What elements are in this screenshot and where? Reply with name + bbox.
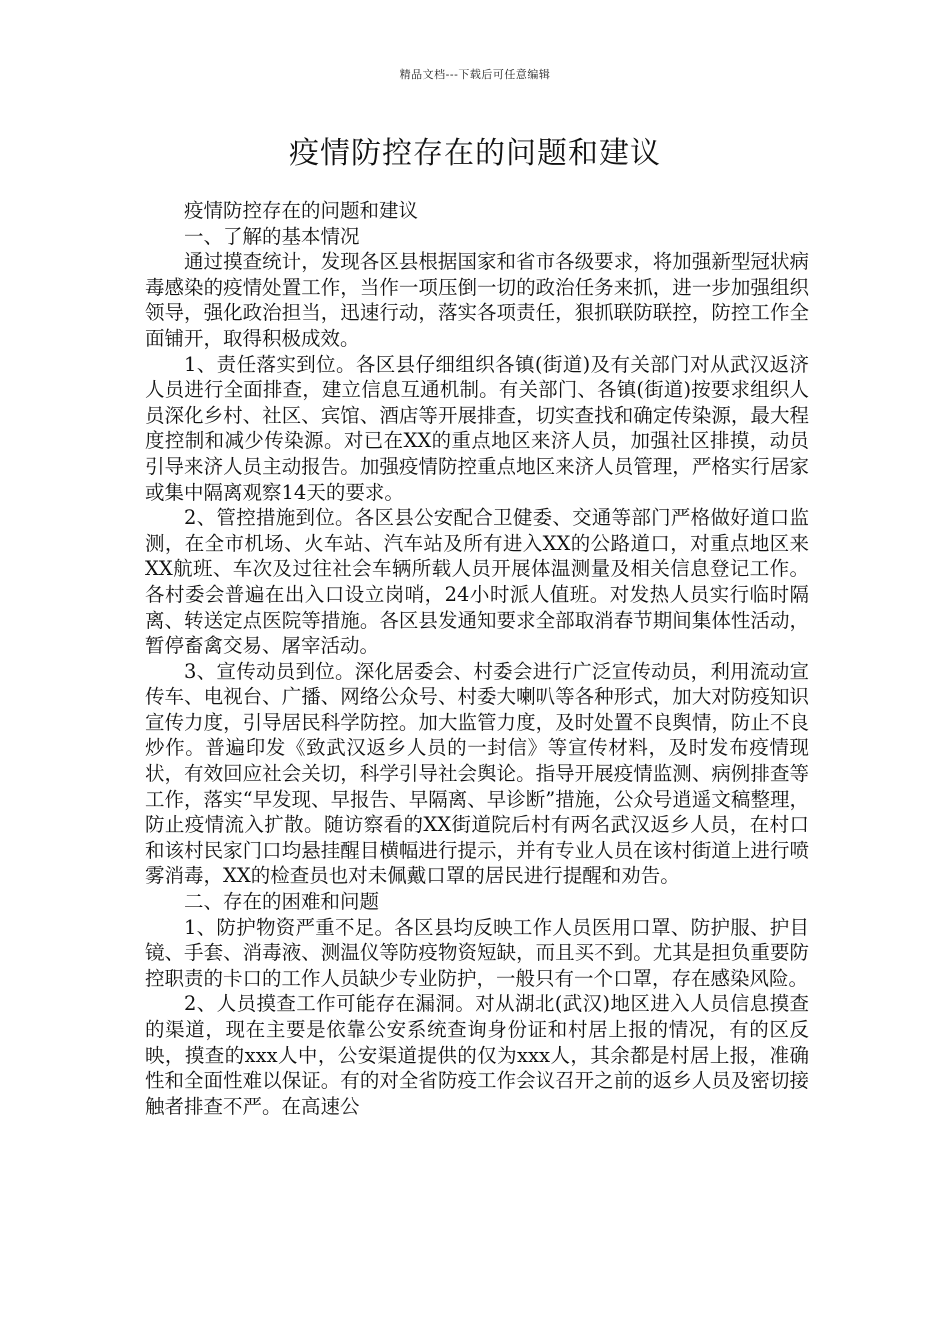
paragraph-item-1: 1、责任落实到位。各区县仔细组织各镇(街道)及有关部门对从武汉返济人员进行全面排查，建立信息互通机制。有关部门、各镇(街道)按要求组织人员深化乡村、社区、宾馆、酒店等开展排查，切实查找和确定传染源，最大程度控制和减少传染源。对已在XX的重点地区来济人员，加强社区排摸，动员引导来济人员主动报告。加强疫情防控重点地区来济人员管理，严格实行居家或集中隔离观察14天的要求。 (145, 352, 809, 504)
section-heading-2: 二、存在的困难和问题 (184, 890, 380, 914)
paragraph-item-2: 2、管控措施到位。各区县公安配合卫健委、交通等部门严格做好道口监测，在全市机场、火车站、汽车站及所有进入XX的公路道口，对重点地区来XX航班、车次及过往社会车辆所载人员开展体温测量及相关信息登记工作。各村委会普遍在出入口设立岗哨，24小时派人值班。对发热人员实行临时隔离、转送定点医院等措施。各区县发通知要求全部取消春节期间集体性活动，暂停畜禽交易、屠宰活动。 (145, 506, 809, 658)
document-body (145, 198, 809, 1119)
paragraph-item-3: 3、宣传动员到位。深化居委会、村委会进行广泛宣传动员，利用流动宣传车、电视台、广播、网络公众号、村委大喇叭等各种形式，加大对防疫知识宣传力度，引导居民科学防控。加大监管力度，及时处置不良舆情，防止不良炒作。普遍印发《致武汉返乡人员的一封信》等宣传材料，及时发布疫情现状，有效回应社会关切，科学引导社会舆论。指导开展疫情监测、病例排查等工作，落实“早发现、早报告、早隔离、早诊断”措施，公众号逍遥文稿整理，防止疫情流入扩散。随访察看的XX街道院后村有两名武汉返乡人员，在村口和该村民家门口均悬挂醒目横幅进行提示，并有专业人员在该村街道上进行喷雾消毒，XX的检查员也对未佩戴口罩的居民进行提醒和劝告。 (145, 659, 809, 888)
section-heading-1: 一、了解的基本情况 (184, 224, 360, 248)
page-header: 精品文档---下载后可任意编辑 (399, 68, 551, 81)
body-heading: 疫情防控存在的问题和建议 (184, 199, 419, 222)
document-title: 疫情防控存在的问题和建议 (289, 136, 661, 171)
paragraph-problem-2: 2、人员摸查工作可能存在漏洞。对从湖北(武汉)地区进入人员信息摸查的渠道，现在主要是依靠公安系统查询身份证和村居上报的情况，有的区反映，摸查的xxx人中，公安渠道提供的仅为xxx人，其余都是村居上报，准确性和全面性难以保证。有的对全省防疫工作会议召开之前的返乡人员及密切接触者排查不严。在高速公 (145, 992, 809, 1118)
paragraph-problem-1: 1、防护物资严重不足。各区县均反映工作人员医用口罩、防护服、护目镜、手套、消毒液、测温仪等防疫物资短缺，而且买不到。尤其是担负重要防控职责的卡口的工作人员缺少专业防护，一般只有一个口罩，存在感染风险。 (145, 915, 809, 990)
paragraph-overview: 通过摸查统计，发现各区县根据国家和省市各级要求，将加强新型冠状病毒感染的疫情处置工作，当作一项压倒一切的政治任务来抓，进一步加强组织领导，强化政治担当，迅速行动，落实各项责任，狠抓联防联控，防控工作全面铺开，取得积极成效。 (145, 250, 809, 350)
